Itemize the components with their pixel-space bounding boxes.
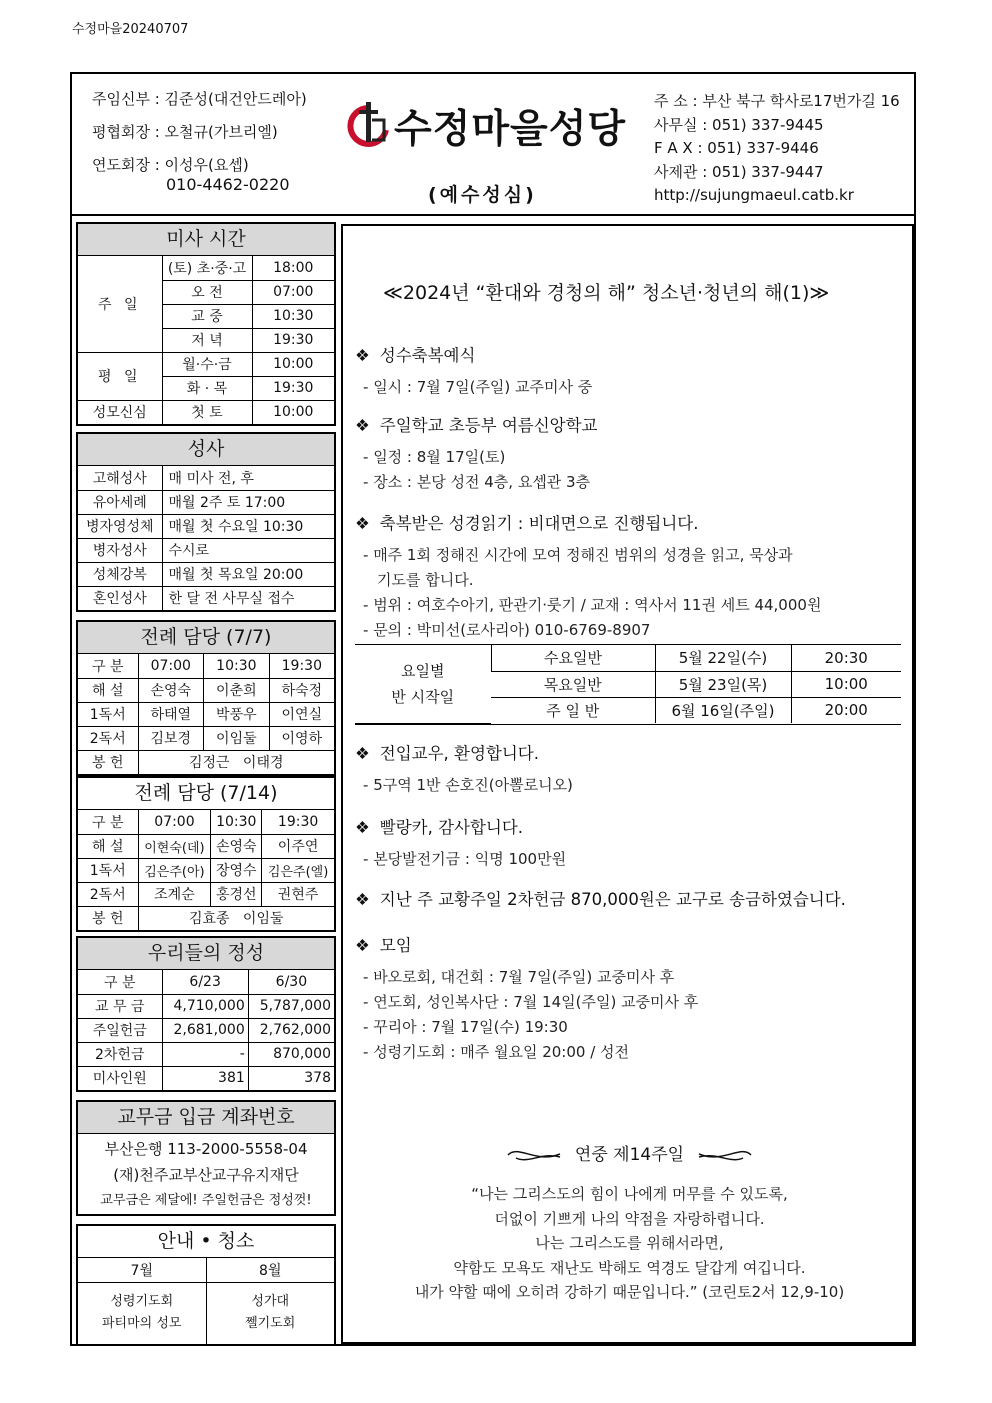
- mass-time: 07:00: [252, 280, 334, 304]
- quote-line: 내가 약할 때에 오히려 강하기 때문입니다.” (코린토2서 12,9-10): [414, 1283, 845, 1301]
- role-label: 2독서: [78, 726, 138, 750]
- offering-amount: 378: [248, 1066, 334, 1090]
- offerings-box: [76, 936, 336, 1092]
- liturgy-table-0714: [78, 810, 334, 930]
- notice-heading: ❖ 전입교우, 환영합니다.: [355, 740, 573, 764]
- notice-item: - 일시 : 7월 7일(주일) 교주미사 중: [363, 375, 592, 400]
- notice-bible-reading: [355, 510, 821, 643]
- offering-type: 미사인원: [78, 1066, 162, 1090]
- schedule-label-line: 요일별: [401, 661, 445, 680]
- sacraments-box: [76, 432, 336, 612]
- office-phone: 사무실 : 051) 337-9445: [654, 115, 824, 134]
- class-time: 20:00: [791, 697, 901, 723]
- offering-amount: 381: [162, 1066, 248, 1090]
- fax: F A X : 051) 337-9446: [654, 139, 819, 157]
- notice-item: - 바오로회, 대건회 : 7월 7일(주일) 교중미사 후: [363, 965, 698, 990]
- rectory-phone: 사제관 : 051) 337-9447: [654, 162, 824, 181]
- class-time: 10:00: [791, 671, 901, 697]
- offerings-table: [78, 970, 334, 1090]
- sacrament-schedule: 매월 첫 목요일 20:00: [162, 562, 334, 586]
- class-start-date: 5월 22일(수): [655, 645, 791, 671]
- sacrament-name: 병자성사: [78, 538, 162, 562]
- liturgy-box-0707: [76, 620, 336, 776]
- notice-item: - 장소 : 본당 성전 4층, 요셉관 3층: [363, 470, 598, 495]
- minister-name: 하숙정: [269, 678, 334, 702]
- notice-heading: ❖ 지난 주 교황주일 2차헌금 870,000원은 교구로 송금하였습니다.: [355, 886, 846, 910]
- offering-amount: 2,762,000: [248, 1018, 334, 1042]
- notice-second-collection: [355, 886, 846, 919]
- schedule-label: [355, 645, 491, 723]
- scripture-quote: [343, 1182, 916, 1305]
- role-label: 봉 헌: [78, 750, 138, 774]
- col-header: 19:30: [269, 654, 334, 678]
- minister-name: 홍경선: [211, 882, 262, 906]
- header: [72, 74, 914, 216]
- notice-item: - 본당발전기금 : 익명 100만원: [363, 847, 566, 872]
- minister-name: 장영수: [211, 858, 262, 882]
- quote-line: 나는 그리스도를 위해서라면,: [535, 1234, 724, 1252]
- sacrament-name: 병자영성체: [78, 514, 162, 538]
- role-label: 해 설: [78, 834, 138, 858]
- notice-summer-school: [355, 412, 598, 495]
- liturgy-table-0707: [78, 654, 334, 774]
- role-label: 해 설: [78, 678, 138, 702]
- class-name: 주 일 반: [491, 697, 655, 723]
- mass-time: 10:00: [252, 352, 334, 376]
- mass-times-title: 미사 시간: [78, 224, 334, 256]
- mass-slot: 월·수·금: [162, 352, 252, 376]
- mass-time: 10:30: [252, 304, 334, 328]
- offering-type: 2차헌금: [78, 1042, 162, 1066]
- col-header: 07:00: [138, 810, 211, 834]
- offering-amount: -: [162, 1042, 248, 1066]
- sacrament-schedule: 수시로: [162, 538, 334, 562]
- notice-donation: [355, 814, 566, 872]
- notice-new-parishioners: [355, 740, 573, 798]
- clergy-info: [92, 92, 307, 193]
- col-header: 구 분: [78, 810, 138, 834]
- mass-time: 19:30: [252, 328, 334, 352]
- bank-account: 부산은행 113-2000-5558-04: [104, 1140, 308, 1158]
- class-schedule-table: [355, 645, 901, 724]
- minister-name: 김은주(엘): [262, 858, 334, 882]
- address: 주 소 : 부산 북구 학사로17번가길 16: [654, 92, 900, 110]
- minister-name: 박풍우: [204, 702, 270, 726]
- offering-ministers: 김효종 이임둘: [138, 906, 334, 930]
- sunday-label: 주 일: [78, 256, 162, 352]
- mass-slot: 오 전: [162, 280, 252, 304]
- mass-slot: 첫 토: [162, 400, 252, 424]
- weekday-label: 평 일: [78, 352, 162, 400]
- col-header: 10:30: [204, 654, 270, 678]
- notice-item: 기도를 합니다.: [377, 571, 474, 589]
- mass-slot: 저 녁: [162, 328, 252, 352]
- col-header: 구 분: [78, 970, 162, 994]
- minister-name: 이임둘: [204, 726, 270, 750]
- col-header: 10:30: [211, 810, 262, 834]
- website-url: http://sujungmaeul.catb.kr: [654, 186, 854, 204]
- quote-line: 약함도 모욕도 재난도 박해도 역경도 달갑게 여깁니다.: [453, 1258, 806, 1277]
- bulletin-frame: [70, 72, 916, 1346]
- sacrament-schedule: 매월 2주 토 17:00: [162, 490, 334, 514]
- sacrament-schedule: 한 달 전 사무실 접수: [162, 586, 334, 610]
- minister-name: 이연실: [269, 702, 334, 726]
- notices-panel: [341, 224, 914, 1344]
- class-start-date: 6월 16일(주일): [655, 697, 791, 723]
- parish-emblem-icon: [346, 100, 390, 150]
- month-header: 8월: [206, 1258, 334, 1282]
- account-holder: (재)천주교부산교구유지재단: [113, 1166, 299, 1184]
- liturgical-day: 연중 제14주일: [574, 1145, 685, 1165]
- account-box: [76, 1100, 336, 1216]
- mass-slot: 교 중: [162, 304, 252, 328]
- liturgy-box-0714: [76, 776, 336, 932]
- sacrament-schedule: 매 미사 전, 후: [162, 466, 334, 490]
- church-name: 수정마을성당: [394, 107, 627, 152]
- class-name: 수요일반: [491, 645, 655, 671]
- notice-item: - 문의 : 박미선(로사리아) 010-6769-8907: [363, 618, 821, 643]
- notice-item: - 일정 : 8월 17일(토): [363, 445, 598, 470]
- notices-title: ≪2024년 “환대와 경청의 해” 청소년·청년의 해(1)≫: [383, 282, 830, 304]
- class-time: 20:30: [791, 645, 901, 671]
- col-header: 6/30: [248, 970, 334, 994]
- cleaning-groups-jul: [78, 1282, 206, 1344]
- offering-amount: 870,000: [248, 1042, 334, 1066]
- scripture-heading: [343, 1140, 916, 1165]
- minister-name: 김보경: [138, 726, 204, 750]
- minister-name: 이현숙(데): [138, 834, 211, 858]
- notice-blessing: [355, 342, 592, 400]
- left-ornament-icon: [506, 1146, 562, 1164]
- notice-item: - 매주 1회 정해진 시간에 모여 정해진 범위의 성경을 읽고, 묵상과: [363, 543, 821, 568]
- quote-line: 더없이 기쁘게 나의 약점을 자랑하렵니다.: [494, 1209, 765, 1228]
- schedule-label-line: 반 시작일: [391, 687, 455, 706]
- cleaning-group: 성령기도회: [110, 1294, 174, 1310]
- notice-heading: ❖ 축복받은 성경읽기 : 비대면으로 진행됩니다.: [355, 510, 821, 534]
- sacrament-schedule: 매월 첫 수요일 10:30: [162, 514, 334, 538]
- role-label: 1독서: [78, 858, 138, 882]
- sacrament-name: 유아세례: [78, 490, 162, 514]
- minister-name: 조계순: [138, 882, 211, 906]
- offering-note: 교무금은 제달에! 주일헌금은 정성껏!: [100, 1193, 312, 1208]
- liturgy-title-0707: 전례 담당 (7/7): [78, 622, 334, 654]
- notice-heading: ❖ 모임: [355, 932, 698, 956]
- role-label: 봉 헌: [78, 906, 138, 930]
- notice-item: - 성령기도회 : 매주 월요일 20:00 / 성전: [363, 1040, 698, 1065]
- liturgy-title-0714: 전례 담당 (7/14): [78, 778, 334, 810]
- offering-amount: 4,710,000: [162, 994, 248, 1018]
- document-id: 수정마을20240707: [72, 22, 189, 37]
- minister-name: 손영숙: [211, 834, 262, 858]
- feast-name: (예수성심): [428, 184, 537, 206]
- elder-phone: 010-4462-0220: [166, 175, 290, 194]
- minister-name: 이영하: [269, 726, 334, 750]
- minister-name: 손영숙: [138, 678, 204, 702]
- cleaning-groups-aug: [206, 1282, 334, 1344]
- notice-item: - 꾸리아 : 7월 17일(수) 19:30: [363, 1015, 698, 1040]
- cleaning-title: 안내 • 청소: [78, 1226, 334, 1258]
- sacrament-name: 성체강복: [78, 562, 162, 586]
- notice-item: - 범위 : 여호수아기, 판관기·룻기 / 교재 : 역사서 11권 세트 44,000원: [363, 593, 821, 618]
- cleaning-box: [76, 1224, 336, 1346]
- col-header: 07:00: [138, 654, 204, 678]
- offering-type: 교 무 금: [78, 994, 162, 1018]
- minister-name: 권현주: [262, 882, 334, 906]
- mass-times-table: [78, 256, 334, 424]
- notice-item: - 연도회, 성인복사단 : 7월 14일(주일) 교중미사 후: [363, 990, 698, 1015]
- cleaning-table: [78, 1258, 334, 1344]
- offering-ministers: 김정근 이태경: [138, 750, 334, 774]
- minister-name: 이춘희: [204, 678, 270, 702]
- notice-item: - 5구역 1반 손호진(아뽈로니오): [363, 773, 573, 798]
- col-header: 19:30: [262, 810, 334, 834]
- sacrament-name: 고해성사: [78, 466, 162, 490]
- cleaning-group: 쩰기도회: [245, 1316, 296, 1332]
- mass-time: 18:00: [252, 256, 334, 280]
- mass-times-box: [76, 222, 336, 426]
- mass-slot: (토) 초·중·고: [162, 256, 252, 280]
- notice-heading: ❖ 빨랑카, 감사합니다.: [355, 814, 566, 838]
- church-logo: [346, 96, 646, 156]
- pastor: 주임신부 : 김준성(대건안드레아): [92, 90, 307, 108]
- class-start-date: 5월 23일(목): [655, 671, 791, 697]
- offering-amount: 2,681,000: [162, 1018, 248, 1042]
- role-label: 2독서: [78, 882, 138, 906]
- elder-president: 연도회장 : 이성우(요셉): [92, 156, 249, 174]
- role-label: 1독서: [78, 702, 138, 726]
- cleaning-group: 성가대: [251, 1294, 290, 1310]
- minister-name: 이주연: [262, 834, 334, 858]
- sacrament-name: 혼인성사: [78, 586, 162, 610]
- mass-time: 10:00: [252, 400, 334, 424]
- sacraments-table: [78, 466, 334, 610]
- class-schedule: [355, 644, 901, 725]
- council-president: 평협회장 : 오철규(가브리엘): [92, 123, 278, 141]
- offerings-title: 우리들의 정성: [78, 938, 334, 970]
- col-header: 6/23: [162, 970, 248, 994]
- cleaning-group: 파티마의 성모: [102, 1316, 182, 1332]
- mass-time: 19:30: [252, 376, 334, 400]
- devotion-label: 성모신심: [78, 400, 162, 424]
- month-header: 7월: [78, 1258, 206, 1282]
- contact-info: [654, 90, 900, 208]
- minister-name: 하태열: [138, 702, 204, 726]
- mass-slot: 화 · 목: [162, 376, 252, 400]
- account-title: 교무금 입금 계좌번호: [78, 1102, 334, 1134]
- notice-heading: ❖ 주일학교 초등부 여름신앙학교: [355, 412, 598, 436]
- notice-heading: ❖ 성수축복예식: [355, 342, 592, 366]
- offering-amount: 5,787,000: [248, 994, 334, 1018]
- notice-meetings: [355, 932, 698, 1065]
- quote-line: “나는 그리스도의 힘이 나에게 머무를 수 있도록,: [471, 1185, 788, 1203]
- col-header: 구 분: [78, 654, 138, 678]
- right-ornament-icon: [697, 1146, 753, 1164]
- class-name: 목요일반: [491, 671, 655, 697]
- minister-name: 김은주(아): [138, 858, 211, 882]
- sacraments-title: 성사: [78, 434, 334, 466]
- offering-type: 주일헌금: [78, 1018, 162, 1042]
